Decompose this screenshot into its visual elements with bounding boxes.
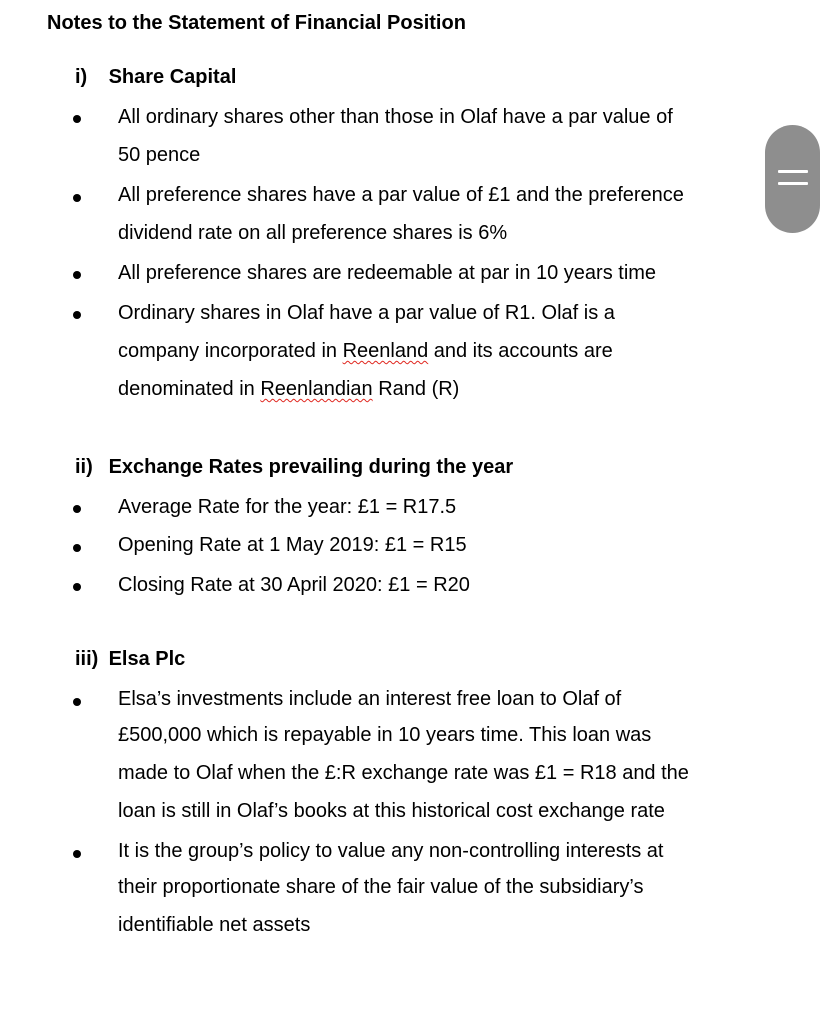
text-segment: Rand (R) bbox=[372, 378, 460, 400]
section-title: Share Capital bbox=[108, 66, 237, 88]
bullet-point bbox=[73, 505, 81, 513]
text-line: Elsa’s investments include an interest free loan to Olaf of bbox=[118, 688, 622, 710]
section-number: ii) bbox=[75, 456, 93, 478]
text-line: All preference shares have a par value of £1 and the preference bbox=[118, 184, 684, 206]
text-segment: and its accounts are bbox=[428, 340, 613, 362]
text-line bbox=[118, 378, 459, 401]
bullet-point bbox=[73, 311, 81, 319]
section-heading-elsa-plc bbox=[75, 648, 185, 671]
text-line: All preference shares are redeemable at par in 10 years time bbox=[118, 262, 657, 284]
text-line: All ordinary shares other than those in Olaf have a par value of bbox=[118, 106, 673, 128]
scroll-handle[interactable] bbox=[765, 125, 820, 233]
section-heading-share-capital bbox=[75, 66, 236, 89]
text-line: made to Olaf when the £:R exchange rate was £1 = R18 and the bbox=[118, 762, 689, 784]
section-title: Elsa Plc bbox=[108, 648, 186, 670]
text-line: their proportionate share of the fair value of the subsidiary’s bbox=[118, 876, 644, 898]
bullet-point bbox=[73, 194, 81, 202]
page-title: Notes to the Statement of Financial Position bbox=[47, 12, 466, 34]
bullet-point bbox=[73, 850, 81, 858]
text-line: Closing Rate at 30 April 2020: £1 = R20 bbox=[118, 574, 470, 596]
misspelled-word[interactable]: Reenlandian bbox=[260, 378, 373, 400]
text-line: £500,000 which is repayable in 10 years time. This loan was bbox=[118, 724, 652, 746]
text-line: Ordinary shares in Olaf have a par value of R1. Olaf is a bbox=[118, 302, 615, 324]
grip-lines-icon bbox=[778, 170, 808, 173]
text-line: loan is still in Olaf’s books at this historical cost exchange rate bbox=[118, 800, 665, 822]
misspelled-word[interactable]: Reenland bbox=[342, 340, 429, 362]
text-segment: denominated in bbox=[118, 378, 261, 400]
text-line: Opening Rate at 1 May 2019: £1 = R15 bbox=[118, 534, 467, 556]
text-line: It is the group’s policy to value any non-controlling interests at bbox=[118, 840, 664, 862]
grip-lines-icon bbox=[778, 182, 808, 185]
bullet-point bbox=[73, 271, 81, 279]
section-number: iii) bbox=[75, 648, 99, 670]
bullet-point bbox=[73, 583, 81, 591]
section-number: i) bbox=[75, 66, 88, 88]
text-segment: company incorporated in bbox=[118, 340, 343, 362]
bullet-point bbox=[73, 115, 81, 123]
text-line: Average Rate for the year: £1 = R17.5 bbox=[118, 496, 457, 518]
bullet-point bbox=[73, 544, 81, 552]
section-title: Exchange Rates prevailing during the year bbox=[108, 456, 514, 478]
text-line: 50 pence bbox=[118, 144, 201, 166]
section-heading-exchange-rates bbox=[75, 456, 513, 479]
text-line: dividend rate on all preference shares is 6% bbox=[118, 222, 508, 244]
text-line: identifiable net assets bbox=[118, 914, 311, 936]
text-line bbox=[118, 340, 613, 363]
bullet-point bbox=[73, 698, 81, 706]
